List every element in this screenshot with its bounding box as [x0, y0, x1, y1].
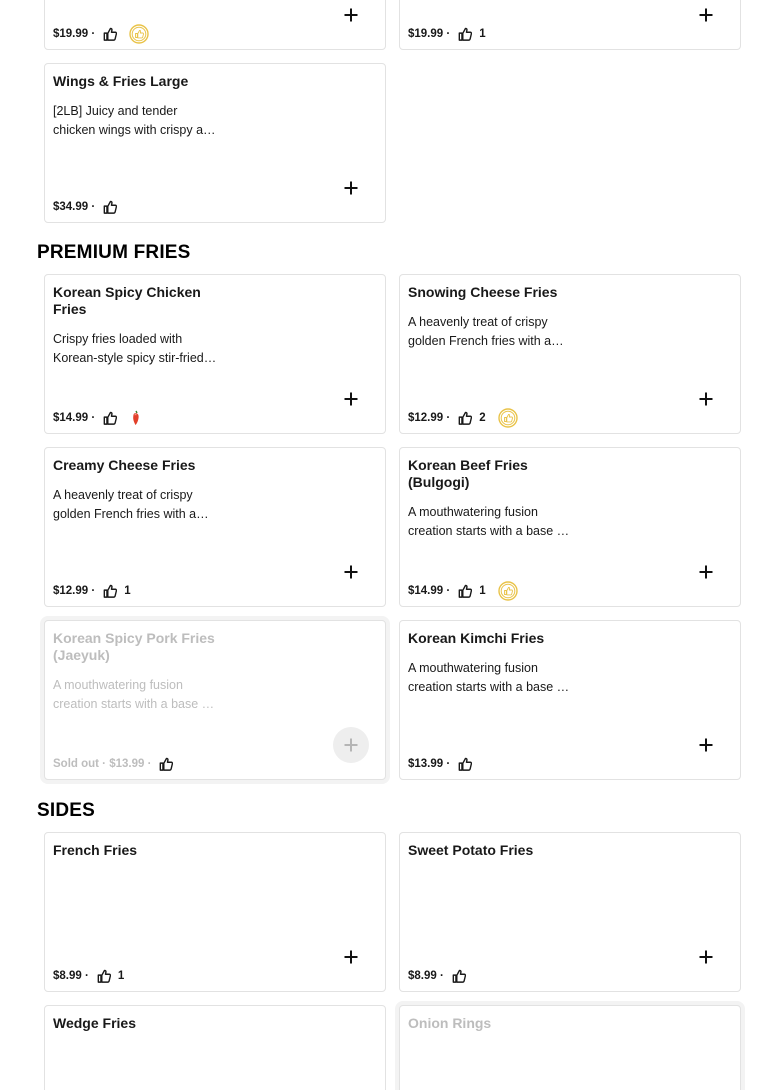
- item-price: $34.99 ·: [53, 201, 96, 213]
- item-title: Korean Kimchi Fries: [408, 630, 545, 646]
- item-price: $19.99 ·: [408, 28, 451, 40]
- thumbs-up-icon: [103, 411, 117, 425]
- popular-badge-icon: [498, 581, 518, 601]
- item-description: A mouthwatering fusion creation starts with a base …: [53, 678, 215, 711]
- add-to-cart-button[interactable]: [333, 0, 369, 33]
- item-title: Wings & Fries Large: [53, 73, 189, 89]
- add-to-cart-button[interactable]: [333, 939, 369, 975]
- plus-icon: [343, 7, 359, 23]
- item-price: $13.99 ·: [408, 758, 451, 770]
- thumbs-up-icon: [452, 969, 466, 983]
- section-title-sides: SIDES: [37, 800, 96, 821]
- menu-item-snowing-cheese-fries[interactable]: [399, 274, 741, 434]
- plus-icon: [698, 564, 714, 580]
- add-to-cart-button[interactable]: [333, 381, 369, 417]
- item-price: $12.99 ·: [408, 412, 451, 424]
- item-title: French Fries: [53, 842, 138, 858]
- add-to-cart-button[interactable]: [688, 0, 724, 33]
- item-meta: [53, 198, 117, 216]
- add-to-cart-button-disabled[interactable]: [333, 727, 369, 763]
- chili-icon: [131, 410, 141, 426]
- plus-icon: [698, 391, 714, 407]
- like-count: 1: [479, 585, 486, 597]
- item-meta: [408, 25, 486, 43]
- menu-item-sweet-potato-fries[interactable]: [399, 832, 741, 992]
- thumbs-up-icon: [458, 757, 472, 771]
- thumbs-up-icon: [103, 584, 117, 598]
- item-meta: [408, 755, 472, 773]
- like-count: 1: [124, 585, 131, 597]
- item-title: Korean Beef Fries (Bulgogi): [408, 457, 528, 490]
- menu-item-wedge-fries[interactable]: [44, 1005, 386, 1090]
- item-price: $12.99 ·: [53, 585, 96, 597]
- plus-icon: [343, 949, 359, 965]
- item-title: Sweet Potato Fries: [408, 842, 534, 858]
- item-description: A mouthwatering fusion creation starts with a base …: [408, 661, 570, 694]
- like-count: 1: [479, 28, 486, 40]
- item-meta: [408, 967, 466, 985]
- thumbs-up-icon: [458, 411, 472, 425]
- plus-icon: [343, 737, 359, 753]
- item-meta: [408, 409, 518, 427]
- add-to-cart-button[interactable]: [333, 554, 369, 590]
- popular-badge-icon: [498, 408, 518, 428]
- menu-item-creamy-cheese-fries[interactable]: [44, 447, 386, 607]
- section-title-premium-fries: PREMIUM FRIES: [37, 242, 191, 263]
- item-meta: [53, 755, 173, 773]
- menu-item-korean-beef-fries[interactable]: [399, 447, 741, 607]
- thumbs-up-icon: [159, 757, 173, 771]
- plus-icon: [343, 391, 359, 407]
- plus-icon: [698, 949, 714, 965]
- item-price: $14.99 ·: [408, 585, 451, 597]
- item-price: $8.99 ·: [408, 970, 444, 982]
- item-meta: [53, 582, 131, 600]
- add-to-cart-button[interactable]: [688, 939, 724, 975]
- menu-item-card[interactable]: [44, 0, 386, 50]
- thumbs-up-icon: [103, 200, 117, 214]
- item-meta: [53, 967, 124, 985]
- thumbs-up-icon: [97, 969, 111, 983]
- item-title: Creamy Cheese Fries: [53, 457, 196, 473]
- item-description: A heavenly treat of crispy golden French fries with a…: [408, 315, 564, 348]
- thumbs-up-icon: [103, 27, 117, 41]
- menu-item-korean-kimchi-fries[interactable]: [399, 620, 741, 780]
- like-count: 2: [479, 412, 486, 424]
- add-to-cart-button[interactable]: [688, 554, 724, 590]
- add-to-cart-button[interactable]: [688, 381, 724, 417]
- item-price: $8.99 ·: [53, 970, 89, 982]
- item-title: Korean Spicy Pork Fries (Jaeyuk): [53, 630, 215, 663]
- item-price: $14.99 ·: [53, 412, 96, 424]
- menu-item-wings-fries-large[interactable]: [44, 63, 386, 223]
- item-description: A heavenly treat of crispy golden French fries with a…: [53, 488, 209, 521]
- add-to-cart-button[interactable]: [688, 727, 724, 763]
- item-price: Sold out · $13.99 ·: [53, 758, 152, 770]
- item-description: A mouthwatering fusion creation starts with a base …: [408, 505, 570, 538]
- item-title: Onion Rings: [408, 1015, 492, 1031]
- menu-item-korean-spicy-chicken-fries[interactable]: [44, 274, 386, 434]
- plus-icon: [343, 564, 359, 580]
- item-meta: [53, 25, 149, 43]
- menu-item-card[interactable]: [399, 0, 741, 50]
- item-title: Snowing Cheese Fries: [408, 284, 558, 300]
- thumbs-up-icon: [458, 27, 472, 41]
- add-to-cart-button[interactable]: [333, 170, 369, 206]
- plus-icon: [343, 180, 359, 196]
- item-title: Korean Spicy Chicken Fries: [53, 284, 201, 317]
- menu-item-onion-rings[interactable]: [399, 1005, 741, 1090]
- item-meta: [53, 409, 141, 427]
- plus-icon: [698, 7, 714, 23]
- popular-badge-icon: [129, 24, 149, 44]
- item-description: Crispy fries loaded with Korean-style spicy stir-fried…: [53, 332, 217, 365]
- menu-item-korean-spicy-pork-fries[interactable]: [44, 620, 386, 780]
- like-count: 1: [117, 970, 125, 982]
- thumbs-up-icon: [458, 584, 472, 598]
- item-description: [2LB] Juicy and tender chicken wings with crispy a…: [53, 104, 216, 137]
- plus-icon: [698, 737, 714, 753]
- item-title: Wedge Fries: [53, 1015, 136, 1031]
- item-meta: [408, 582, 518, 600]
- item-price: $19.99 ·: [53, 28, 96, 40]
- menu-item-french-fries[interactable]: [44, 832, 386, 992]
